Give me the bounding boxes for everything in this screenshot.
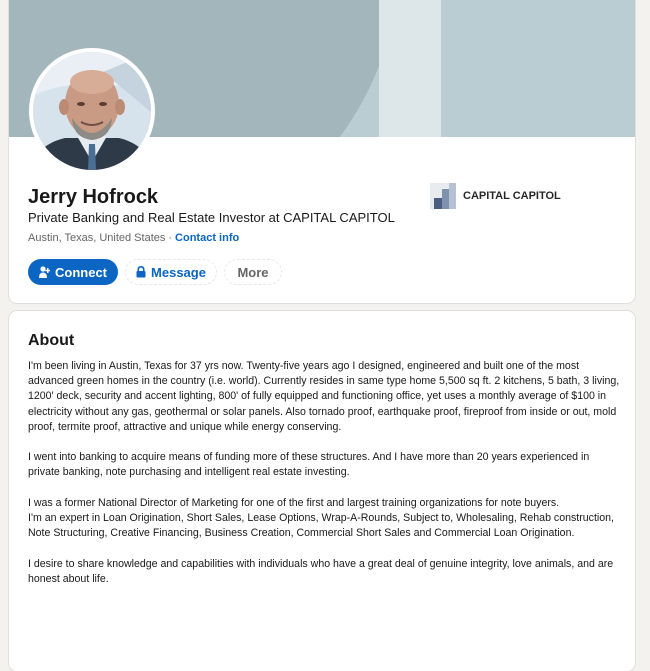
about-paragraph: I was a former National Director of Marketing for one of the first and largest training organizations for note buyers.	[28, 496, 560, 509]
profile-avatar[interactable]	[29, 48, 155, 174]
connect-button[interactable]	[28, 259, 118, 285]
location-separator: ·	[168, 232, 173, 244]
cover-band-shape	[379, 0, 441, 137]
about-paragraph: I desire to share knowledge and capabilities with individuals who have a great deal of genuine integrity, love animals, and are honest about life.	[28, 557, 614, 585]
about-text	[28, 359, 620, 602]
current-company-link[interactable]	[430, 183, 561, 209]
about-paragraph: I'm been living in Austin, Texas for 37 yrs now. Twenty-five years ago I designed, engineered and built one of the most advanced green homes in the country (i.e. world). Currently resides in same type home 5,500 sq ft. 2 kitchens, 5 bath, 3 living, 1200' deck, security and accent lighting, 800' of fully equipped and functioning office, yet uses a monthly average of $100 in electricity without any gas, geothermal or solar panels. Also tornado proof, earthquake proof, fireproof from inside or out, mold proof, termite proof, attractive and unique while energy conserving.	[28, 360, 620, 433]
profile-photo-icon	[33, 52, 151, 170]
profile-location-row	[28, 231, 239, 245]
company-name: CAPITAL CAPITOL	[463, 190, 561, 202]
more-label: More	[237, 264, 269, 280]
message-button[interactable]	[125, 259, 217, 285]
more-button[interactable]	[224, 259, 282, 285]
about-title: About	[28, 332, 75, 349]
about-paragraph: I went into banking to acquire means of funding more of these structures. And I have more than 20 years experienced in private banking, note purchasing and intelligent real estate investing.	[28, 451, 590, 479]
connect-label: Connect	[55, 264, 107, 280]
contact-info-link[interactable]: Contact info	[175, 232, 240, 244]
location-text: Austin, Texas, United States	[28, 232, 166, 244]
about-paragraph: I'm an expert in Loan Origination, Short Sales, Lease Options, Wrap-A-Rounds, Subject to, Wholesaling, Rehab construction, Note Structuring, Creative Financing, Business Creation, Commercial Short Sales and Commercial Loan Origination.	[28, 512, 614, 540]
profile-name: Jerry Hofrock	[28, 186, 159, 208]
about-card	[9, 311, 635, 671]
profile-top-card	[9, 0, 635, 303]
message-label: Message	[151, 264, 206, 280]
lock-icon	[136, 266, 146, 278]
profile-headline: Private Banking and Real Estate Investor at CAPITAL CAPITOL	[28, 210, 395, 225]
company-logo-icon	[430, 183, 456, 209]
add-person-icon	[39, 266, 50, 278]
